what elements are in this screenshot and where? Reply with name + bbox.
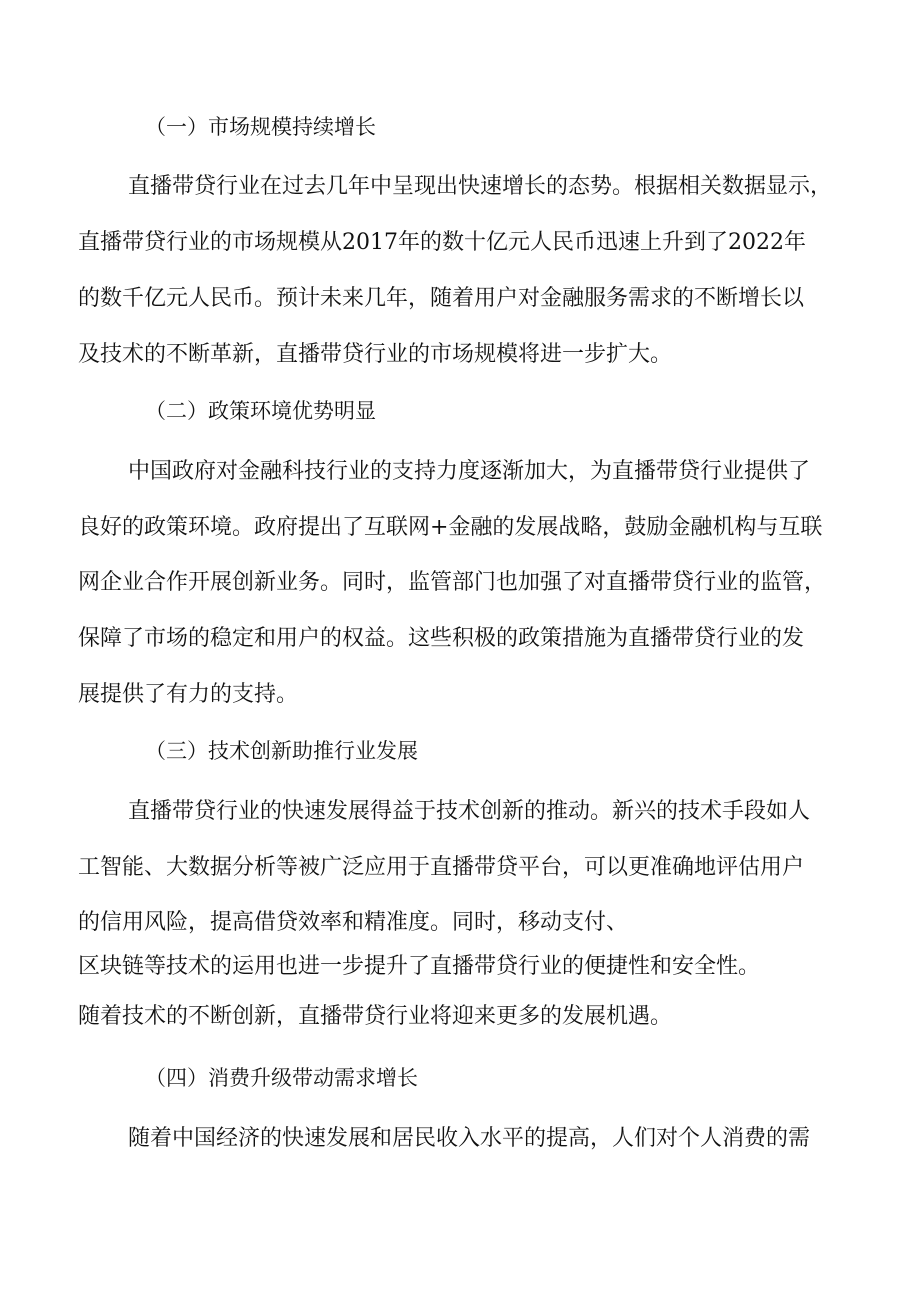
section-heading: （四）消费升级带动需求增长 [145,1066,418,1090]
paragraph-line: 工智能、大数据分析等被广泛应用于直播带贷平台，可以更准确地评估用户 [78,855,805,880]
section-heading: （二）政策环境优势明显 [145,399,376,423]
paragraph-line: 随着中国经济的快速发展和居民收入水平的提高，人们对个人消费的需 [128,1126,811,1151]
paragraph-line: 随着技术的不断创新，直播带贷行业将迎来更多的发展机遇。 [78,1004,673,1029]
paragraph-line: 直播带贷行业在过去几年中呈现出快速增长的态势。根据相关数据显示， [128,174,833,199]
paragraph-line: 的信用风险，提高借贷效率和精准度。同时，移动支付、 [78,910,629,935]
section-heading: （一）市场规模持续增长 [145,115,376,139]
paragraph-line: 展提供了有力的支持。 [78,682,299,707]
paragraph-line: 直播带贷行业的市场规模从2017年的数十亿元人民币迅速上升到了2022年 [78,230,806,255]
paragraph-line: 直播带贷行业的快速发展得益于技术创新的推动。新兴的技术手段如人 [128,799,811,824]
paragraph-line: 保障了市场的稳定和用户的权益。这些积极的政策措施为直播带贷行业的发 [78,626,805,651]
paragraph-line: 的数千亿元人民币。预计未来几年，随着用户对金融服务需求的不断增长以 [78,286,805,311]
paragraph-line: 中国政府对金融科技行业的支持力度逐渐加大，为直播带贷行业提供了 [128,459,811,484]
paragraph-line: 网企业合作开展创新业务。同时，监管部门也加强了对直播带贷行业的监管， [78,570,827,595]
section-heading: （三）技术创新助推行业发展 [145,739,418,763]
paragraph-line: 区块链等技术的运用也进一步提升了直播带贷行业的便捷性和安全性。 [78,954,761,979]
paragraph-line: 良好的政策环境。政府提出了互联网+金融的发展战略，鼓励金融机构与互联 [78,515,823,540]
paragraph-line: 及技术的不断革新，直播带贷行业的市场规模将进一步扩大。 [78,342,673,367]
